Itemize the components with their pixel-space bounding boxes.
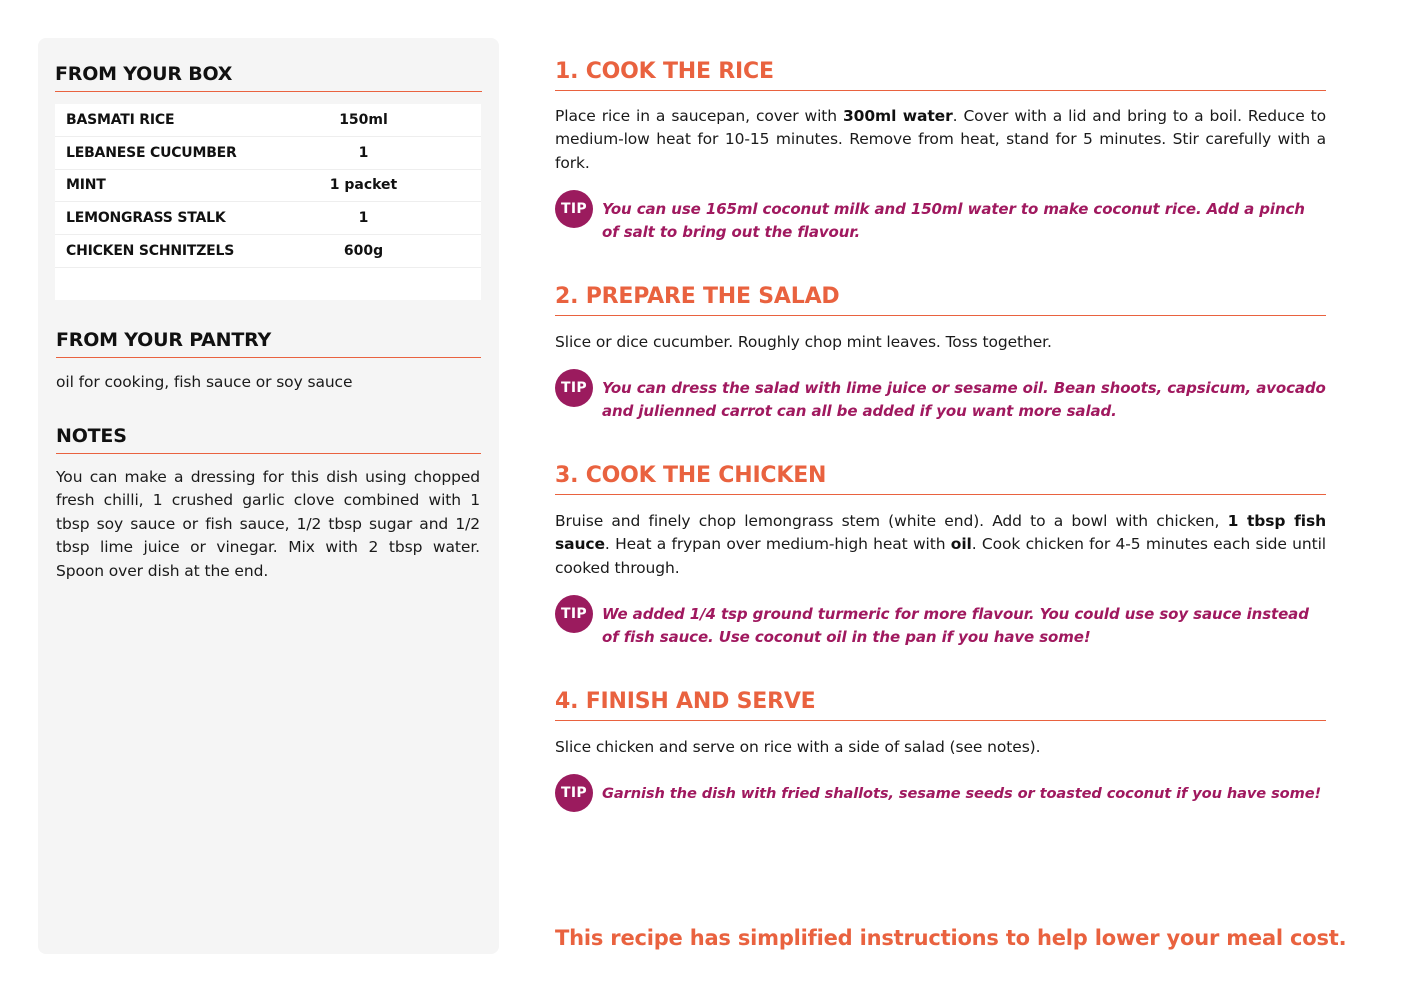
- body-text: . Heat a frypan over medium-high heat with: [604, 535, 951, 554]
- ingredients-table: [55, 104, 481, 300]
- step-4-title: 4. FINISH AND SERVE: [555, 689, 1326, 721]
- notes-heading: NOTES: [56, 425, 481, 454]
- table-row: [55, 104, 481, 137]
- table-row: [55, 235, 481, 268]
- body-bold-text: 300ml water: [843, 107, 953, 125]
- step-1-tip: You can use 165ml coconut milk and 150ml water to make coconut rice. Add a pinch of salt to bring out the flavour.: [602, 200, 1305, 242]
- ingredient-name: MINT: [66, 177, 106, 194]
- step-4-tip: Garnish the dish with fried shallots, sesame seeds or toasted coconut if you have some!: [602, 785, 1322, 802]
- table-row-empty: [55, 268, 481, 300]
- table-row: [55, 137, 481, 170]
- from-your-pantry-heading: FROM YOUR PANTRY: [56, 329, 481, 358]
- tip-badge: TIP: [555, 595, 593, 633]
- tip-badge: TIP: [555, 369, 593, 407]
- step-3-body: [555, 510, 1326, 580]
- body-text: . Cover with a lid and bring to a boil. Reduce to medium-low heat for 10-15 minutes. Remove from heat, stand for 5 minutes. Stir carefully with a fork.: [555, 107, 1326, 172]
- step-3-title: 3. COOK THE CHICKEN: [555, 463, 1326, 495]
- ingredient-qty: 1 packet: [329, 177, 398, 194]
- step-2-tip: You can dress the salad with lime juice or sesame oil. Bean shoots, capsicum, avocado and julienned carrot can all be added if you want more salad.: [602, 379, 1326, 421]
- step-2-body: [555, 331, 1326, 354]
- body-bold-text: 1 tbsp fish sauce: [555, 512, 1326, 554]
- ingredient-name: LEBANESE CUCUMBER: [66, 144, 237, 161]
- pantry-text: oil for cooking, fish sauce or soy sauce: [56, 373, 353, 391]
- tip-badge: TIP: [555, 190, 593, 228]
- ingredient-qty: 1: [358, 210, 369, 227]
- step-2-title: 2. PREPARE THE SALAD: [555, 284, 1326, 316]
- body-text: . Cook chicken for 4-5 minutes each side until cooked through.: [555, 535, 1326, 577]
- body-text: Bruise and finely chop lemongrass stem (white end). Add to a bowl with chicken,: [555, 512, 1228, 530]
- from-your-box-heading: FROM YOUR BOX: [55, 63, 482, 92]
- ingredient-qty: 1: [358, 144, 369, 161]
- table-row: [55, 202, 481, 235]
- footer-note: This recipe has simplified instructions to help lower your meal cost.: [555, 926, 1347, 950]
- step-3-tip: We added 1/4 tsp ground turmeric for more flavour. You could use soy sauce instead of fish sauce. Use coconut oil in the pan if you have some!: [602, 605, 1309, 647]
- ingredient-name: LEMONGRASS STALK: [66, 210, 226, 227]
- step-4-body: [555, 736, 1326, 759]
- body-text: Slice chicken and serve on rice with a side of salad (see notes).: [555, 738, 1041, 756]
- body-text: Slice or dice cucumber. Roughly chop mint leaves. Toss together.: [555, 333, 1052, 351]
- ingredient-name: CHICKEN SCHNITZELS: [66, 243, 235, 260]
- step-1-body: [555, 105, 1326, 175]
- body-text: Place rice in a saucepan, cover with: [555, 107, 843, 125]
- table-row: [55, 170, 481, 203]
- ingredient-name: BASMATI RICE: [66, 111, 175, 128]
- ingredient-qty: 150ml: [339, 111, 388, 128]
- body-bold-text: oil: [950, 535, 972, 554]
- step-1-title: 1. COOK THE RICE: [555, 59, 1326, 91]
- notes-text: You can make a dressing for this dish using chopped fresh chilli, 1 crushed garlic clove combined with 1 tbsp soy sauce or fish sauce, 1/2 tbsp sugar and 1/2 tbsp lime juice or vinegar. Mix with 2 tbsp water. Spoon over dish at the end.: [56, 468, 480, 580]
- tip-badge: TIP: [555, 774, 593, 812]
- ingredient-qty: 600g: [343, 243, 384, 260]
